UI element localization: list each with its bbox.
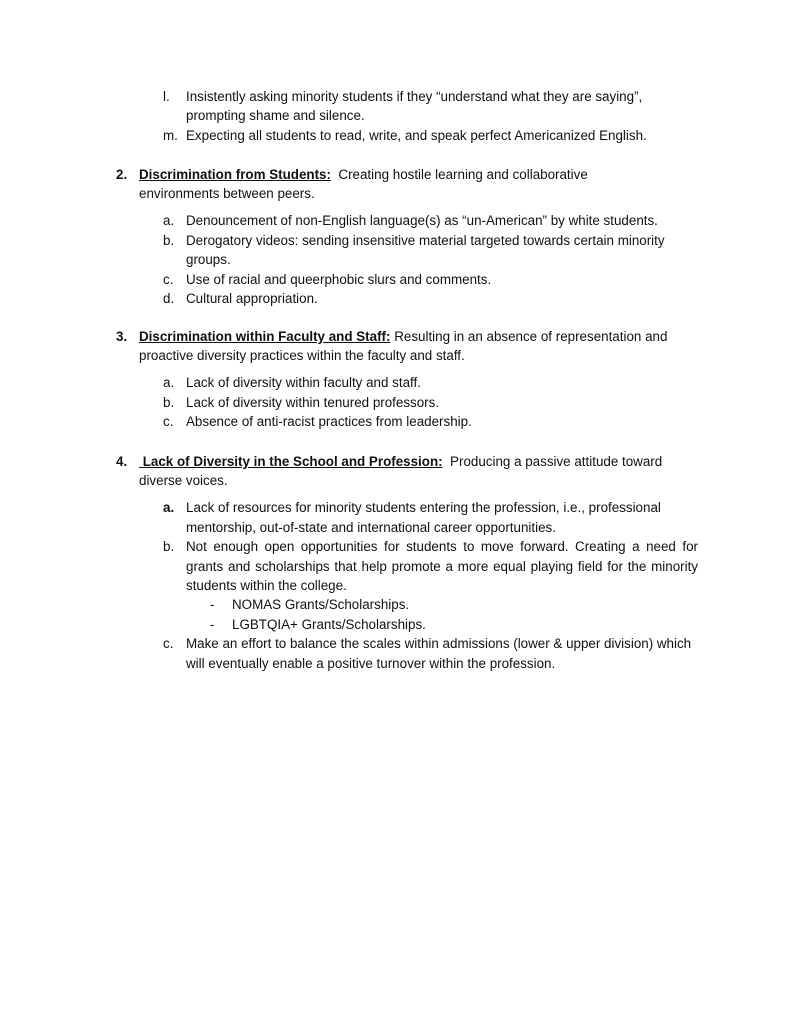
section-2 [0,165,791,308]
list-item [0,498,698,537]
list-item-text: Derogatory videos: sending insensitive material targeted towards certain minority groups. [186,232,665,268]
bullet-dash: - [210,616,215,632]
bullet-item [0,615,698,634]
list-marker: c. [163,636,174,652]
list-marker: b. [163,539,175,555]
section-description: Resulting in an absence of representation and proactive diversity practices within the faculty and staff. [139,329,668,364]
bullet-text: NOMAS Grants/Scholarships. [232,597,410,613]
list-item [0,412,698,431]
list-item-text: Denouncement of non-English language(s) as “un-American” by white students. [186,213,658,229]
list-item [0,270,698,289]
list-item-text: Not enough open opportunities for students to move forward. Creating a need for grants and scholarships that help promote a more equal playing field for the minority students within the college. [186,539,698,594]
list-item-text: Use of racial and queerphobic slurs and comments. [186,271,492,287]
list-marker: c. [163,271,174,287]
list-item-text: Lack of diversity within faculty and staff. [186,375,421,391]
list-item-text: Make an effort to balance the scales within admissions (lower & upper division) which will eventually enable a positive turnover within the profession. [186,636,692,671]
list-item [0,87,698,126]
section-heading [0,165,614,204]
list-item [0,537,698,595]
section-number: 4. [116,454,128,469]
section-4 [0,452,791,673]
section-3 [0,327,791,432]
list-item-text: Cultural appropriation. [186,291,318,307]
list-marker: a. [163,500,175,516]
bullet-item [0,595,698,614]
list-item [0,393,698,412]
list-marker: a. [163,375,175,391]
list-marker: b. [163,394,175,410]
list-marker: m. [163,127,178,143]
list-item-text: Lack of diversity within tenured professors. [186,394,440,410]
list-item-text: Insistently asking minority students if they “understand what they are saying”, prompting shame and silence. [186,89,643,124]
list-marker: a. [163,213,175,229]
list-marker: c. [163,414,174,430]
section-heading [0,327,691,366]
list-item [0,126,698,145]
list-marker: d. [163,291,175,307]
section-title: Discrimination from Students: [139,167,331,182]
section-description: Producing a passive attitude toward diverse voices. [139,454,663,489]
section-number: 3. [116,329,128,344]
list-item-text: Lack of resources for minority students entering the profession, i.e., professional mentorship, out-of-state and international career opportunities. [186,500,661,535]
list-item [0,634,698,673]
list-marker: b. [163,232,175,248]
list-item [0,211,698,230]
section-heading [0,452,684,491]
section-description: Creating hostile learning and collaborative environments between peers. [139,167,588,202]
continued-list [0,87,791,145]
list-item [0,231,698,270]
list-item [0,289,698,308]
bullet-dash: - [210,597,215,613]
section-title: Lack of Diversity in the School and Profession: [139,454,443,469]
list-item-text: Absence of anti-racist practices from leadership. [186,414,472,430]
section-title: Discrimination within Faculty and Staff: [139,329,391,344]
list-item-text: Expecting all students to read, write, and speak perfect Americanized English. [186,127,647,143]
bullet-text: LGBTQIA+ Grants/Scholarships. [232,616,426,632]
list-marker: l. [163,89,170,104]
section-number: 2. [116,167,128,182]
list-item [0,373,698,392]
